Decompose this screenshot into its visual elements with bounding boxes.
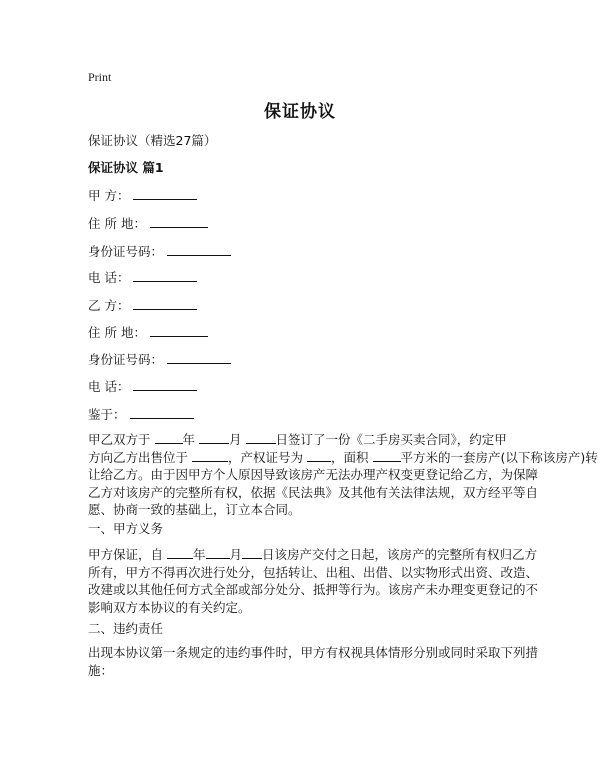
field-label: 住 所 地： xyxy=(88,325,146,340)
field-whereas xyxy=(88,405,194,423)
field-label: 身份证号码： xyxy=(88,352,164,367)
document-subtitle: 保证协议（精选27篇） xyxy=(88,133,217,148)
print-link[interactable]: Print xyxy=(88,70,112,84)
field-party-a-address xyxy=(88,214,208,232)
blank-line xyxy=(133,296,197,310)
field-party-b xyxy=(88,296,197,314)
party-a-paragraph: 甲方保证，自 年 月 日该房产交付之日起，该房产的完整所有权归乙方 所有，甲方不得再次进行处分，包括转让、出租、出借、以实物形式出资、改造、 改建或以其他任何方式全部或部分处分、抵押等行为。该房产未办理变更登记的不 影响双方本协议的有关约定。 xyxy=(88,547,539,615)
breach-paragraph: 出现本协议第一条规定的违约事件时，甲方有权视具体情形分别或同时采取下列措 施： xyxy=(88,645,539,678)
field-party-a xyxy=(88,186,197,204)
field-party-b-address xyxy=(88,323,208,341)
field-party-b-id xyxy=(88,350,231,368)
field-party-a-id xyxy=(88,242,231,260)
heading-breach-liability: 二、违约责任 xyxy=(88,621,164,636)
field-label: 鉴于： xyxy=(88,407,126,422)
blank-line xyxy=(130,405,194,419)
section-heading: 保证协议 篇1 xyxy=(88,160,164,175)
field-label: 身份证号码： xyxy=(88,244,164,259)
blank-line xyxy=(150,214,208,228)
field-label: 电 话： xyxy=(88,270,130,285)
field-party-b-phone xyxy=(88,377,197,395)
field-party-a-phone xyxy=(88,268,197,286)
blank-line xyxy=(133,377,197,391)
blank-line xyxy=(167,350,231,364)
intro-paragraph: 甲乙双方于 年 月 日签订了一份《二手房买卖合同》，约定甲 方向乙方出售位于 ，产权证号为 ，面积 平方米的一套房产(以下称该房产)转 让给乙方。由于因甲方个人原因导致该房产无法办理产权变更登记给乙方，为保障 乙方对该房产的完整所有权，依据《民法典》及其他有关法律法规，双方经平等自 愿、协商一致的基础上，订立本合同。 xyxy=(88,432,598,518)
field-label: 电 话： xyxy=(88,379,130,394)
field-label: 甲 方： xyxy=(88,188,130,203)
blank-line xyxy=(150,323,208,337)
blank-line xyxy=(167,242,231,256)
document-title: 保证协议 xyxy=(264,102,336,122)
heading-party-a-obligations: 一、甲方义务 xyxy=(88,521,164,536)
blank-line xyxy=(133,268,197,282)
field-label: 住 所 地： xyxy=(88,216,146,231)
field-label: 乙 方： xyxy=(88,298,130,313)
blank-line xyxy=(133,186,197,200)
